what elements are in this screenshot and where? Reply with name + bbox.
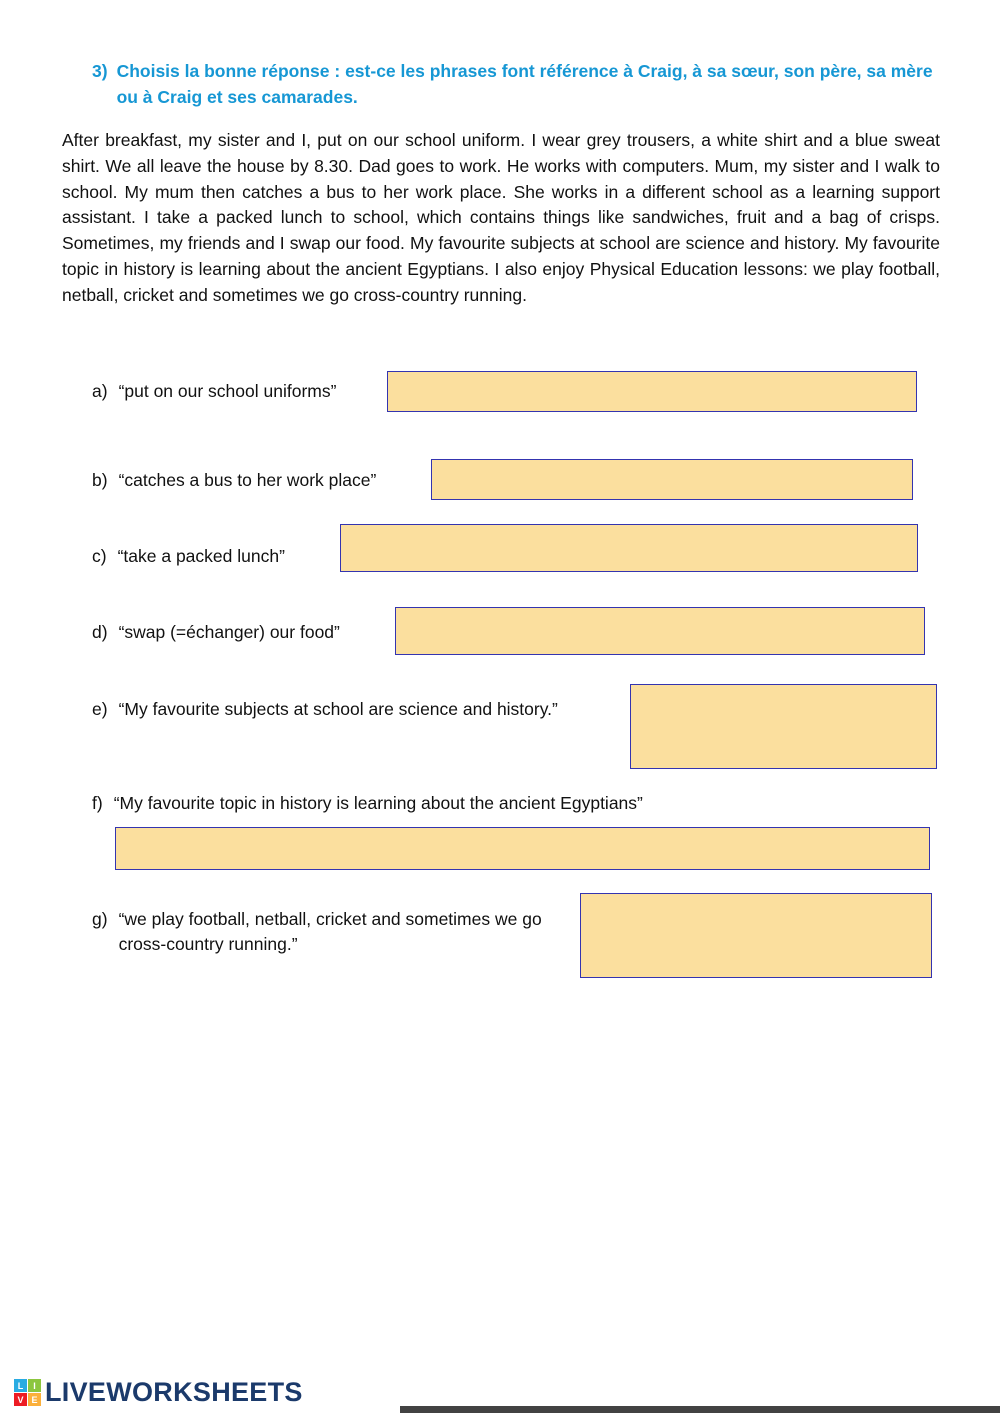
answer-box-f[interactable]	[115, 827, 930, 870]
question-f-text: “My favourite topic in history is learning about the ancient Egyptians”	[113, 793, 643, 813]
question-e-letter: e)	[92, 699, 108, 719]
question-f-letter: f)	[92, 793, 103, 813]
question-e	[92, 697, 558, 722]
question-g-text: “we play football, netball, cricket and sometimes we go cross-country running.”	[118, 909, 542, 954]
answer-box-a[interactable]	[387, 371, 917, 412]
question-b	[92, 468, 376, 493]
liveworksheets-logo[interactable]	[14, 1377, 303, 1408]
answer-box-g[interactable]	[580, 893, 932, 978]
question-c-text: “take a packed lunch”	[117, 546, 285, 566]
question-g-letter: g)	[92, 909, 108, 929]
answer-box-b[interactable]	[431, 459, 913, 500]
question-f	[92, 791, 643, 816]
logo-letter-e: E	[28, 1393, 41, 1406]
exercise-heading	[92, 58, 948, 110]
question-d-letter: d)	[92, 622, 108, 642]
answer-box-d[interactable]	[395, 607, 925, 655]
question-b-letter: b)	[92, 470, 108, 490]
question-c	[92, 544, 285, 569]
exercise-number: 3)	[92, 61, 108, 81]
exercise-instruction: Choisis la bonne réponse : est-ce les phrases font référence à Craig, à sa sœur, son père, sa mère ou à Craig et ses camarades.	[116, 61, 933, 107]
liveworksheets-wordmark: LIVEWORKSHEETS	[45, 1377, 303, 1407]
question-c-letter: c)	[92, 546, 107, 566]
question-g	[92, 907, 564, 957]
question-d	[92, 620, 340, 645]
bottom-edge-bar	[400, 1406, 1000, 1413]
logo-letter-v: V	[14, 1393, 27, 1406]
question-d-text: “swap (=échanger) our food”	[118, 622, 340, 642]
liveworksheets-logo-icon	[14, 1379, 41, 1406]
question-b-text: “catches a bus to her work place”	[118, 470, 377, 490]
logo-letter-i: I	[28, 1379, 41, 1392]
question-a	[92, 379, 336, 404]
question-a-text: “put on our school uniforms”	[118, 381, 337, 401]
question-a-letter: a)	[92, 381, 108, 401]
answer-box-c[interactable]	[340, 524, 918, 572]
answer-box-e[interactable]	[630, 684, 937, 769]
logo-letter-l: L	[14, 1379, 27, 1392]
reading-passage: After breakfast, my sister and I, put on our school uniform. I wear grey trousers, a white shirt and a blue sweat shirt. We all leave the house by 8.30. Dad goes to work. He works with computers. Mum, my sister and I walk to school. My mum then catches a bus to her work place. She works in a different school as a learning support assistant. I take a packed lunch to school, which contains things like sandwiches, fruit and a bag of crisps. Sometimes, my friends and I swap our food. My favourite subjects at school are science and history. My favourite topic in history is learning about the ancient Egyptians. I also enjoy Physical Education lessons: we play football, netball, cricket and sometimes we go cross-country running.	[62, 130, 940, 305]
question-e-text: “My favourite subjects at school are science and history.”	[118, 699, 558, 719]
